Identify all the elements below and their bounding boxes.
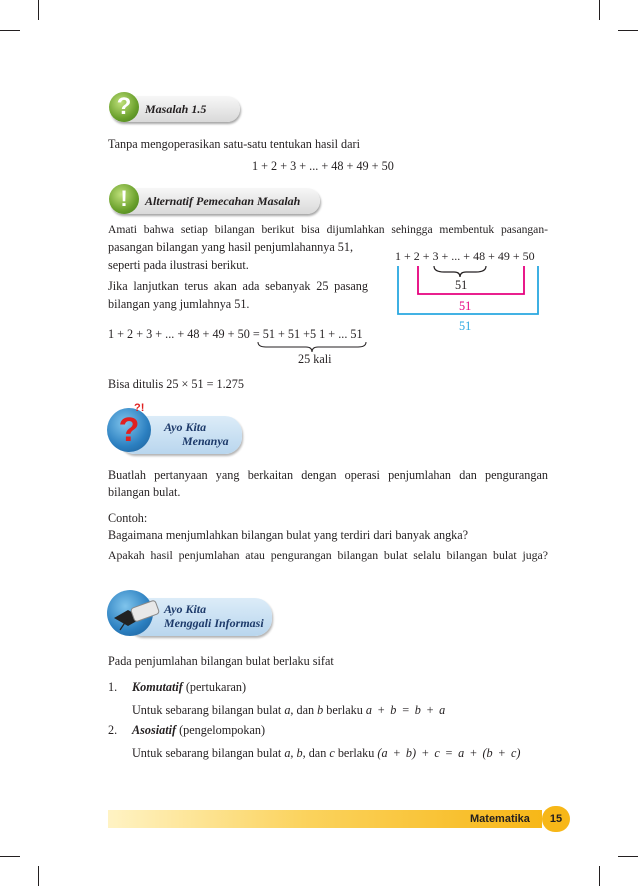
- inner-sum-label: 51: [455, 278, 468, 292]
- asosiatif-paren: (pengelompokan): [176, 723, 266, 737]
- brace-label: 25 kali: [298, 352, 332, 366]
- alternatif-line3: seperti pada ilustrasi berikut.: [108, 258, 249, 272]
- alternatif-line4: Jika lanjutkan terus akan ada sebanyak 25 pasang: [108, 279, 368, 293]
- alternatif-line2: pasangan bilangan yang hasil penjumlahannya 51,: [108, 240, 354, 254]
- equation-right: 51 + 51 +5 1 + ... 51: [262, 327, 363, 341]
- body-text: Untuk sebarang bilangan bulat: [132, 746, 285, 760]
- middle-sum-label: 51: [459, 299, 472, 313]
- var: a, b: [284, 746, 303, 760]
- asosiatif-title: Asosiatif: [132, 723, 177, 737]
- var: a: [284, 703, 291, 717]
- example-1: Bagaimana menjumlahkan bilangan bulat yang terdiri dari banyak angka?: [108, 528, 469, 542]
- equation-left: 1 + 2 + 3 + ... + 48 + 49 + 50 =: [108, 327, 263, 341]
- informasi-line1: Ayo Kita: [164, 602, 207, 616]
- footer-subject: Matematika: [470, 813, 530, 825]
- result-line: Bisa ditulis 25 × 51 = 1.275: [108, 377, 244, 391]
- var: c: [329, 746, 335, 760]
- example-label: Contoh:: [108, 511, 148, 525]
- crop-mark: [618, 30, 638, 31]
- crop-mark: [0, 30, 20, 31]
- crop-mark: [599, 0, 600, 20]
- informasi-intro: Pada penjumlahan bilangan bulat berlaku sifat: [108, 654, 334, 668]
- body-text: , dan: [302, 746, 330, 760]
- body-text: berlaku: [334, 746, 378, 760]
- example-2: Apakah hasil penjumlahan atau pengurangan bilangan bulat selalu bilangan bulat juga?: [108, 548, 548, 562]
- komutatif-title: Komutatif: [132, 680, 183, 694]
- body-text: berlaku: [323, 703, 366, 717]
- body-text: , dan: [290, 703, 318, 717]
- alternatif-line1: Amati bahwa setiap bilangan berikut bisa dijumlahkan sehingga membentuk pasangan-: [108, 223, 548, 236]
- crop-mark: [618, 856, 638, 857]
- formula: (a + b) + c = a + (b + c): [377, 746, 521, 760]
- page-number: 15: [549, 813, 563, 825]
- item-title-1: [132, 679, 246, 696]
- masalah-prompt: Tanpa mengoperasikan satu-satu tentukan hasil dari: [108, 137, 360, 151]
- item-number-1: 1.: [108, 680, 118, 694]
- crop-mark: [38, 0, 39, 20]
- crop-mark: [0, 856, 20, 857]
- crop-mark: [38, 866, 39, 886]
- item-body-2: [132, 745, 520, 762]
- menanya-line2: Menanya: [182, 434, 229, 448]
- masalah-expression: 1 + 2 + 3 + ... + 48 + 49 + 50: [252, 159, 394, 173]
- formula: a + b = b + a: [365, 703, 446, 717]
- menanya-instruction-1: Buatlah pertanyaan yang berkaitan dengan operasi penjumlahan dan pengurangan: [108, 468, 548, 482]
- komutatif-paren: (pertukaran): [182, 680, 247, 694]
- body-text: Untuk sebarang bilangan bulat: [132, 703, 285, 717]
- outer-sum-label: 51: [459, 319, 472, 333]
- alternatif-title: Alternatif Pemecahan Masalah: [145, 194, 301, 208]
- menanya-line1: Ayo Kita: [164, 420, 207, 434]
- alternatif-line5: bilangan yang jumlahnya 51.: [108, 297, 250, 311]
- item-number-2: 2.: [108, 723, 118, 737]
- crop-mark: [599, 866, 600, 886]
- menanya-instruction-2: bilangan bulat.: [108, 485, 181, 499]
- masalah-title: Masalah 1.5: [145, 102, 207, 116]
- scroll-cap-icon: [110, 596, 160, 632]
- illustration-expression: 1 + 2 + 3 + ... + 48 + 49 + 50: [395, 249, 535, 263]
- item-title-2: [132, 722, 265, 739]
- informasi-line2: Menggali Informasi: [164, 616, 264, 630]
- item-body-1: [132, 702, 445, 719]
- var: b: [317, 703, 324, 717]
